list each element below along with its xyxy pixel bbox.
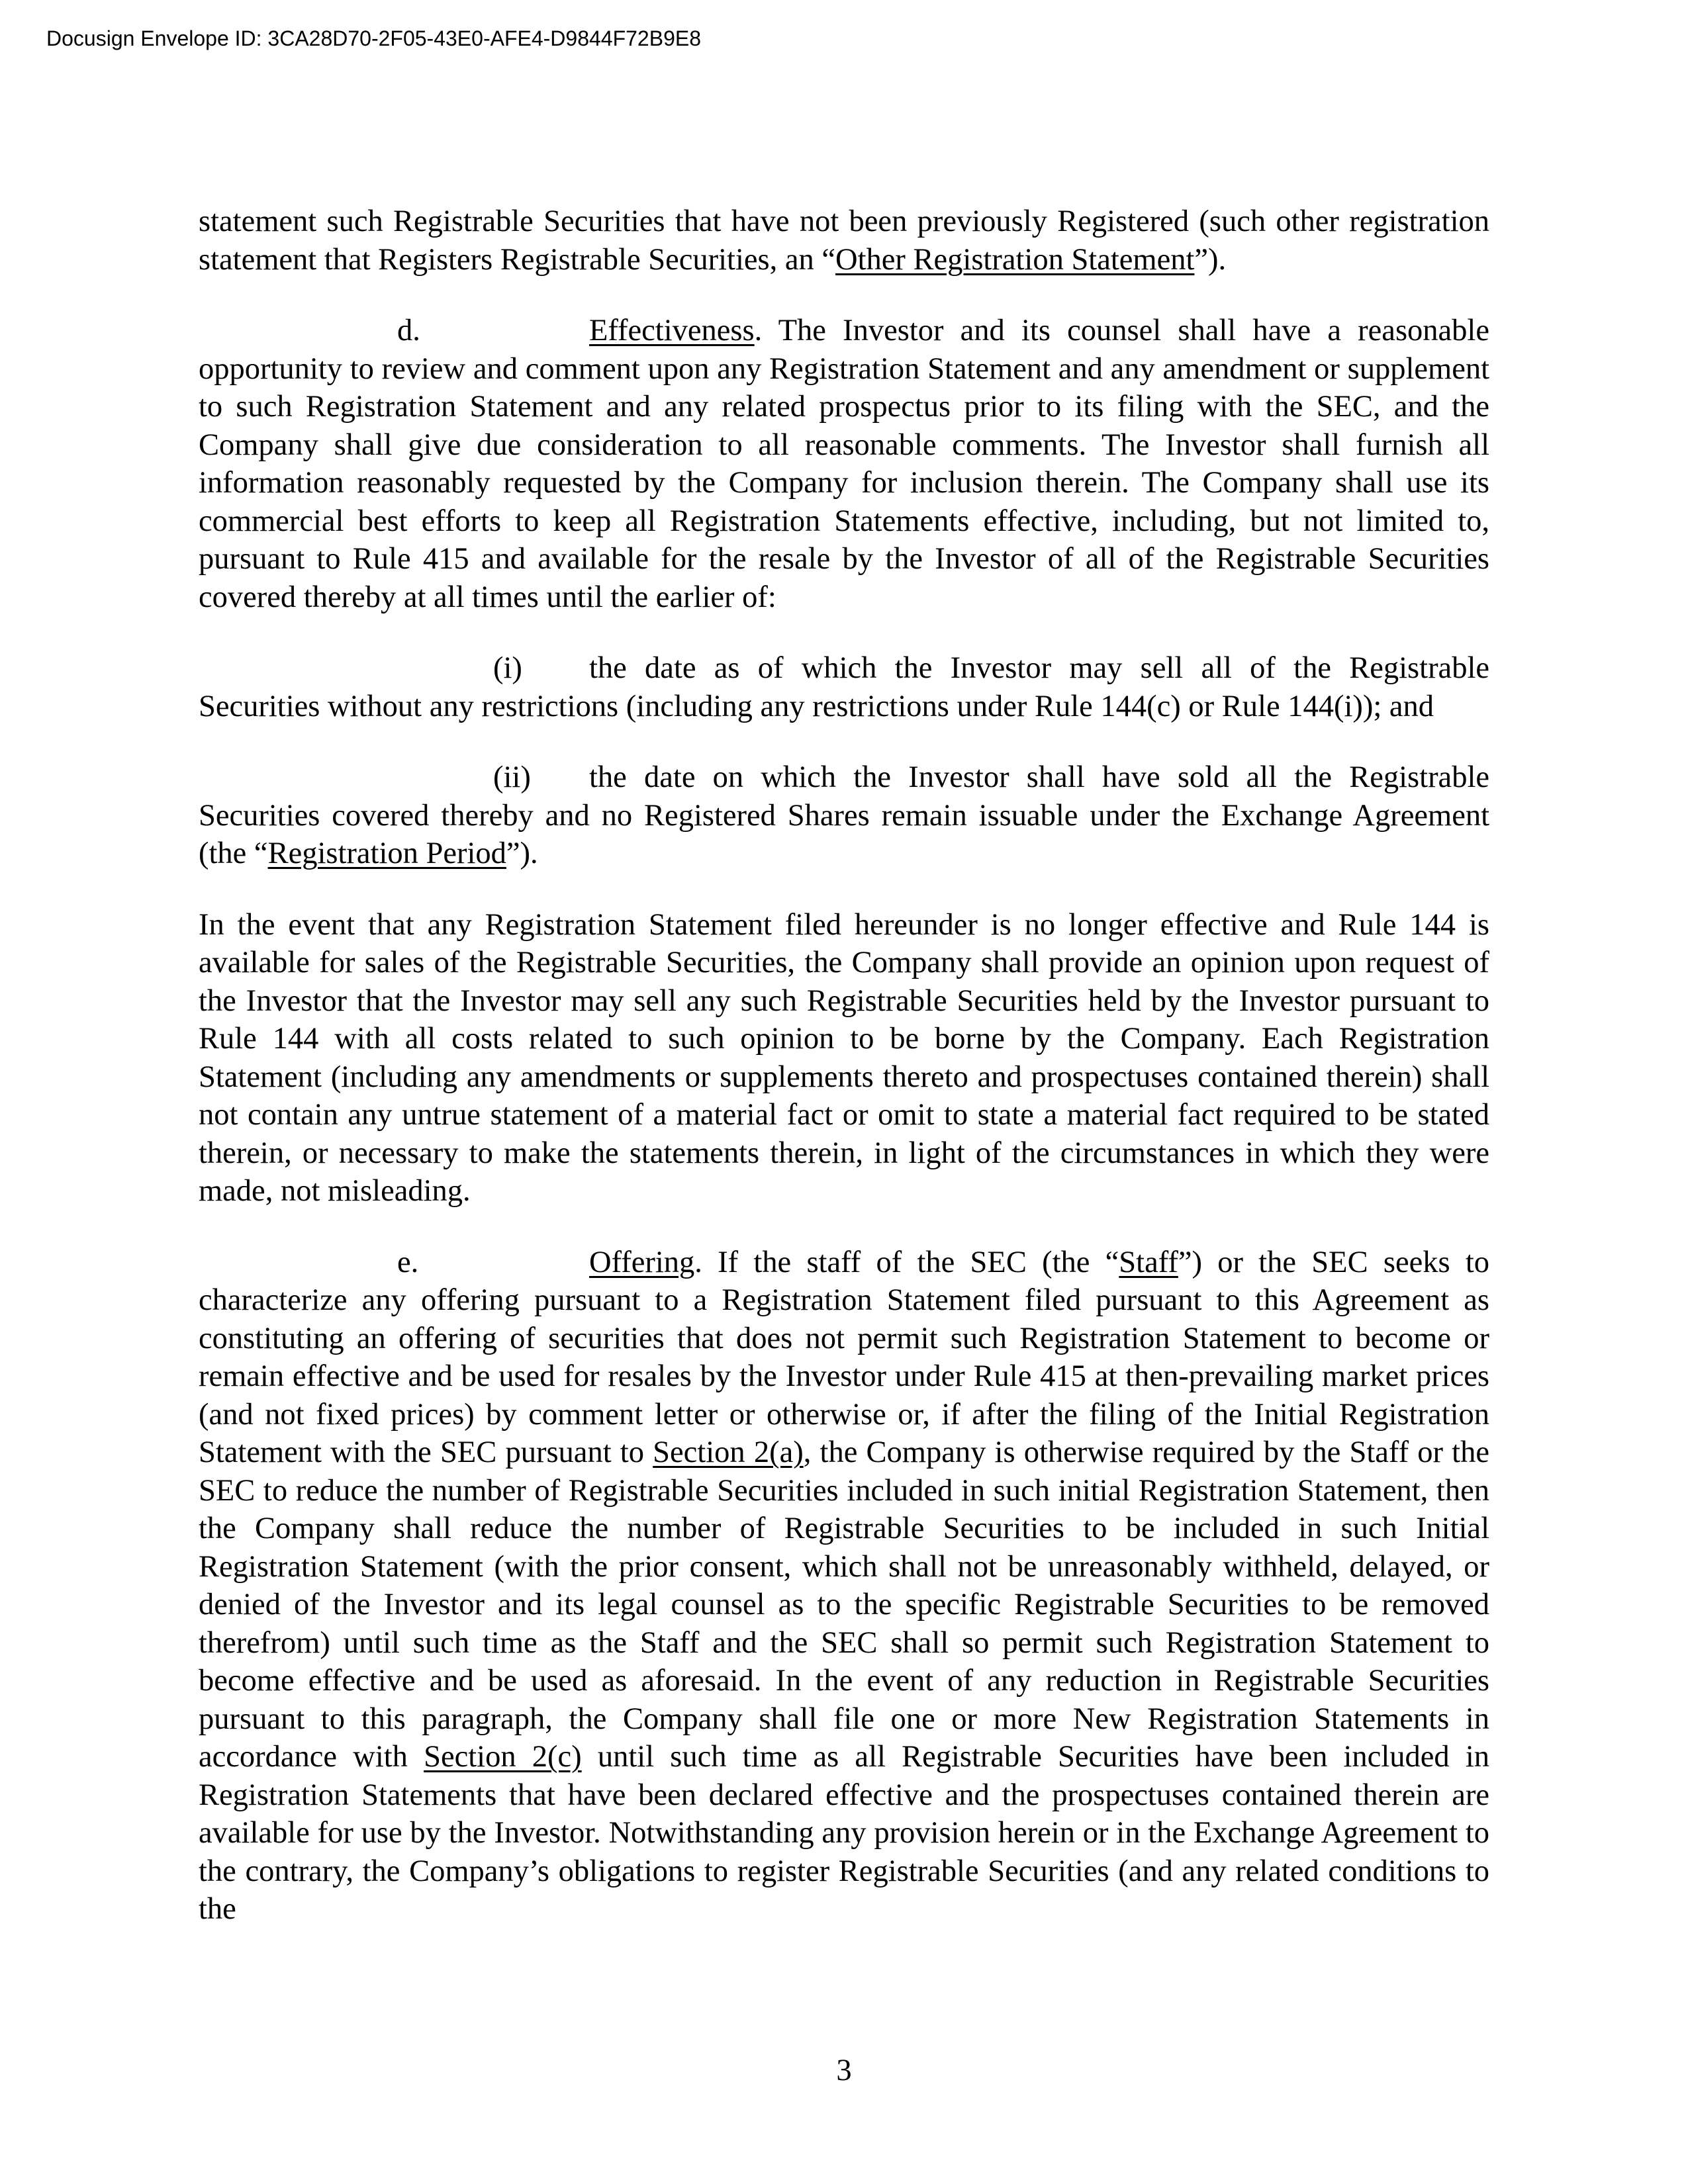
defined-term-registration-period: Registration Period xyxy=(267,837,506,870)
paragraph-event: In the event that any Registration Statement filed hereunder is no longer effective and Rule 144 is available for sales of the Registrable Securities, the Company shall provide an opinion upon request of the Investor that the Investor may sell any such Registrable Securities held by the Investor pursuant to Rule 144 with all costs related to such opinion to be borne by the Company. Each Registration Statement (including any amendments or supplements thereto and prospectuses contained therein) shall not contain any untrue statement of a material fact or omit to state a material fact required to be stated therein, or necessary to make the statements therein, in light of the circumstances in which they were made, not misleading. xyxy=(199,907,1489,1208)
paragraph-clause-ii xyxy=(199,758,1489,873)
page-number: 3 xyxy=(836,2054,852,2087)
section-label-e: e. xyxy=(397,1245,419,1279)
intro-text-end: ”). xyxy=(1194,242,1227,277)
clause-ii-text: the date on which the Investor shall have sold all the Registrable Securities covered thereby and no Registered Shares remain issuable under the Exchange Agreement (the “ xyxy=(199,760,1489,870)
defined-term-staff: Staff xyxy=(1119,1245,1178,1279)
section-label-d: d. xyxy=(397,314,420,347)
section-heading-effectiveness: Effectiveness xyxy=(589,314,755,347)
clause-label-i: (i) xyxy=(493,651,522,685)
envelope-id: Docusign Envelope ID: 3CA28D70-2F05-43E0-AFE4-D9844F72B9E8 xyxy=(46,26,701,50)
clause-i-text: the date as of which the Investor may sell all of the Registrable Securities without any restrictions (including any restrictions under Rule 144(c) or Rule 144(i)); and xyxy=(199,651,1489,723)
offering-text-4: until such time as all Registrable Securities have been included in Registration Statements that have been declared effective and the prospectuses contained therein are available for use by the Investor. Notwithstanding any provision herein or in the Exchange Agreement to the contrary, the Company’s obligations to register Registrable Securities (and any related conditions to the xyxy=(199,1740,1489,1926)
offering-text-3: , the Company is otherwise required by the Staff or the SEC to reduce the number of Registrable Securities included in such initial Registration Statement, then the Company shall reduce the number of Registrable Securities to be included in such Initial Registration Statement (with the prior consent, which shall not be unreasonably withheld, delayed, or denied of the Investor and its legal counsel as to the specific Registrable Securities to be removed therefrom) until such time as the Staff and the SEC shall so permit such Registration Statement to become effective and be used as aforesaid. In the event of any reduction in Registrable Securities pursuant to this paragraph, the Company shall file one or more New Registration Statements in accordance with xyxy=(199,1435,1489,1774)
paragraph-d-effectiveness xyxy=(199,312,1489,616)
clause-label-ii: (ii) xyxy=(493,760,531,794)
offering-text-1: . If the staff of the SEC (the “ xyxy=(694,1245,1119,1279)
document-body xyxy=(199,203,1489,1962)
paragraph-clause-i xyxy=(199,649,1489,725)
section-reference-2c: Section 2(c) xyxy=(424,1740,582,1774)
intro-text: statement such Registrable Securities that have not been previously Registered (such other registration statement that Registers Registrable Securities, an “ xyxy=(199,205,1489,277)
offering-text-2: ”) or the SEC seeks to characterize any offering pursuant to a Registration Statement filed pursuant to this Agreement as constituting an offering of securities that does not permit such Registration Statement to become or remain effective and be used for resales by the Investor under Rule 415 at then-prevailing market prices (and not fixed prices) by comment letter or otherwise or, if after the filing of the Initial Registration Statement with the SEC pursuant to xyxy=(199,1245,1489,1469)
clause-ii-text-end: ”). xyxy=(506,837,538,870)
defined-term-other-registration-statement: Other Registration Statement xyxy=(835,242,1195,277)
section-heading-offering: Offering xyxy=(589,1245,695,1279)
section-reference-2a: Section 2(a) xyxy=(653,1435,804,1469)
paragraph-intro xyxy=(199,203,1489,279)
paragraph-e-offering xyxy=(199,1244,1489,1929)
effectiveness-text: . The Investor and its counsel shall have a reasonable opportunity to review and comment upon any Registration Statement and any amendment or supplement to such Registration Statement and any related prospectus prior to its filing with the SEC, and the Company shall give due consideration to all reasonable comments. The Investor shall furnish all information reasonably requested by the Company for inclusion therein. The Company shall use its commercial best efforts to keep all Registration Statements effective, including, but not limited to, pursuant to Rule 415 and available for the resale by the Investor of all of the Registrable Securities covered thereby at all times until the earlier of: xyxy=(199,314,1489,614)
